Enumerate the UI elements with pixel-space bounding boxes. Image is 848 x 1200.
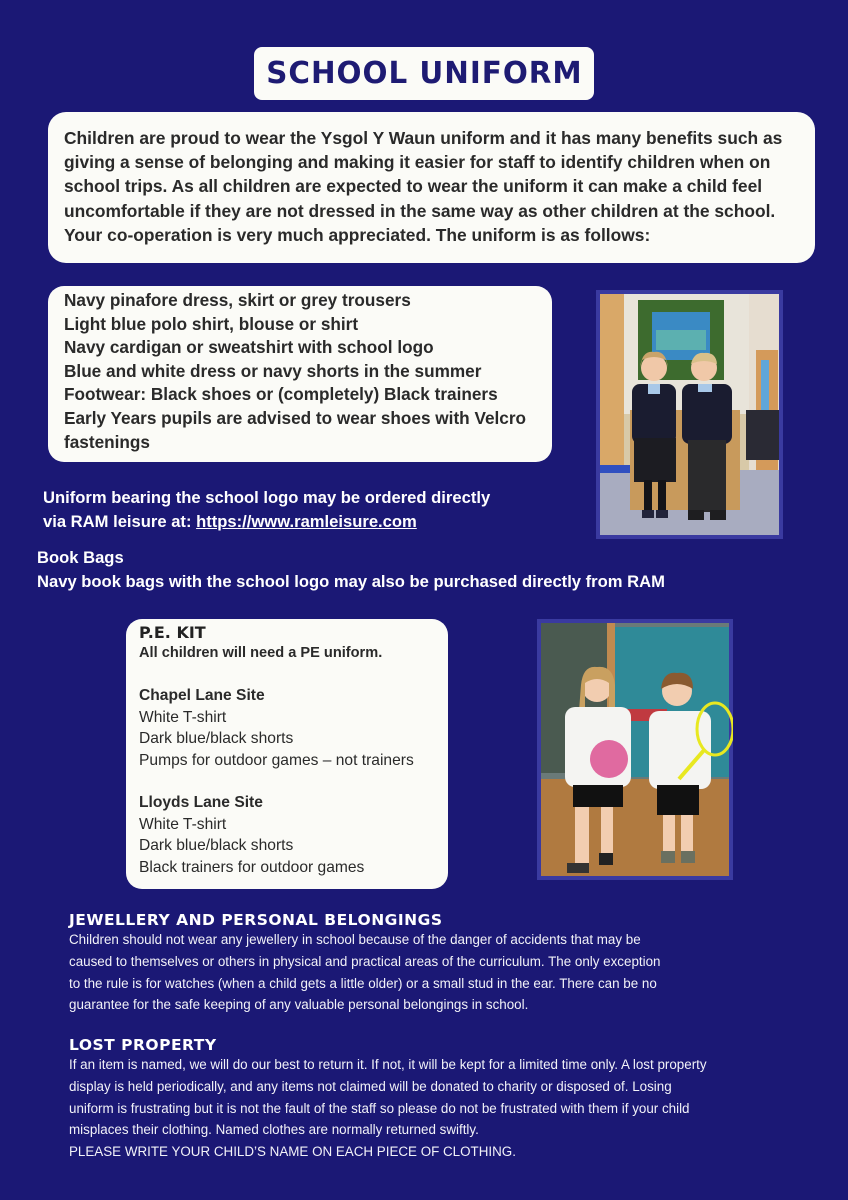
lost-property-line: uniform is frustrating but it is not the fault of the staff so please do not be frustrated with them if your child [69,1100,690,1116]
pe-kit-photo [537,619,733,880]
jewellery-line: caused to themselves or others in physical and practical areas of the curriculum. The only exception [69,953,661,969]
pe-kit-box [126,619,448,889]
intro-line: Children are proud to wear the Ysgol Y Waun uniform and it has many benefits such as [64,128,783,148]
page-title: SCHOOL UNIFORM [265,56,583,91]
intro-text [64,126,801,247]
order-info [43,486,490,534]
order-prefix: via RAM leisure at: [43,512,197,531]
intro-line: school trips. As all children are expected to wear the uniform it can make a child feel [64,176,763,197]
list-item: Light blue polo shirt, blouse or shirt [64,313,359,334]
lost-property-line: If an item is named, we will do our best to return it. If not, it will be kept for a limited time only. A lost property [69,1057,707,1072]
list-item: Early Years pupils are advised to wear shoes with Velcro [64,407,527,428]
intro-line: uncomfortable if they are not dressed in the same way as other children at the school. [64,200,776,221]
kit-item: White T-shirt [139,708,227,726]
lost-property-line: display is held periodically, and any items not claimed will be donated to charity or disposed of. Losing [69,1078,672,1094]
site-heading: Lloyds Lane Site [139,794,263,811]
intro-line: giving a sense of belonging and making it easier for staff to identify children when on [64,152,771,173]
jewellery-title: JEWELLERY AND PERSONAL BELONGINGS [69,911,443,929]
jewellery-line: to the rule is for watches (when a child gets a little older) or a small stud in the ear. There can be no [69,975,657,991]
kit-item: Dark blue/black shorts [139,730,294,747]
pe-kit-subtitle: All children will need a PE uniform. [139,645,383,661]
jewellery-line: Children should not wear any jewellery in school because of the danger of accidents that may be [69,932,641,947]
list-item: Footwear: Black shoes or (completely) Black trainers [64,384,498,405]
site-heading: Chapel Lane Site [139,687,265,704]
lost-property-section [69,1036,707,1163]
uniform-list [48,286,552,462]
book-bags-text: Navy book bags with the school logo may also be purchased directly from RAM [37,572,665,591]
intro-box [48,112,815,263]
list-item: Navy pinafore dress, skirt or grey trousers [64,290,411,310]
intro-line: Your co-operation is very much appreciated. The uniform is as follows: [64,224,651,245]
ramleisure-link[interactable]: https://www.ramleisure.com [196,512,417,531]
lost-property-line: PLEASE WRITE YOUR CHILD’S NAME ON EACH PIECE OF CLOTHING. [69,1144,516,1160]
jewellery-line: guarantee for the safe keeping of any valuable personal belongings in school. [69,997,529,1013]
kit-item: Dark blue/black shorts [139,837,294,854]
book-bags-heading: Book Bags [37,548,124,567]
list-item: Blue and white dress or navy shorts in the summer [64,360,482,381]
pe-kit-title: P.E. KIT [139,623,206,642]
list-item: fastenings [64,431,150,452]
lost-property-line: misplaces their clothing. Named clothes are normally returned swiftly. [69,1122,479,1138]
order-line: Uniform bearing the school logo may be ordered directly [43,488,491,507]
uniform-photo [596,290,783,539]
jewellery-section [69,911,660,1016]
kit-item: White T-shirt [139,815,227,833]
book-bags-section [37,546,665,594]
kit-item: Pumps for outdoor games – not trainers [139,751,414,769]
list-item: Navy cardigan or sweatshirt with school logo [64,337,434,358]
kit-item: Black trainers for outdoor games [139,858,365,876]
order-line [43,510,490,534]
lost-property-title: LOST PROPERTY [69,1036,217,1054]
title-banner [254,47,594,100]
